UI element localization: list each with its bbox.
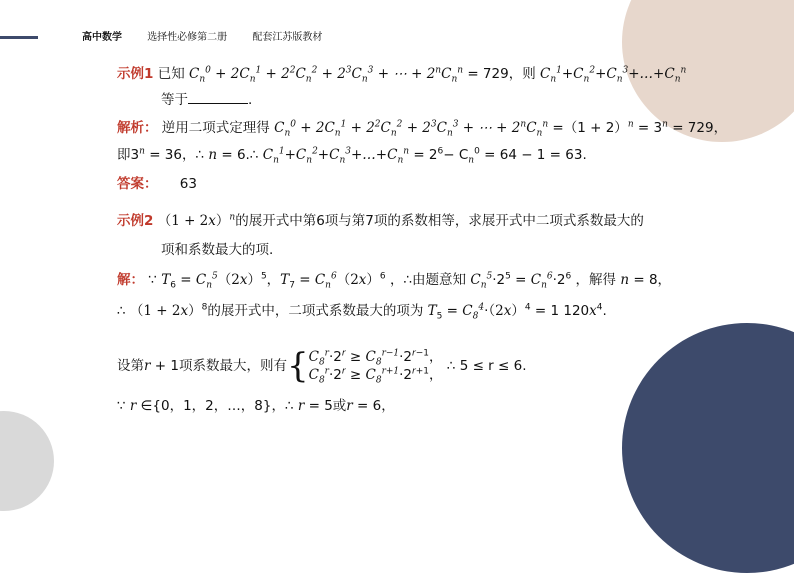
- example2-line2: 项和系数最大的项.: [161, 242, 274, 258]
- example1-tag: 示例1: [117, 66, 154, 82]
- example1-line1: 示例1 已知 $C_n^0 + 2C_n^1 + 2^2C_n^2 + 2^3C_n^3$ + ⋯ + $2^nC_n^n = 729$，则 $C_n^1+C_n^2+C_n^3+\dots+C_n^n$: [117, 65, 687, 85]
- header-book: 选择性必修第二册: [147, 32, 228, 43]
- solution2-tag: 解：: [117, 272, 144, 288]
- answer1-line: [117, 174, 197, 194]
- solution2-line2: ∴ $(1 + 2x)^8$的展开式中，二项式系数最大的项为 $T_5 = C_8^4\cdot(2x)^4 = 1$ $120x^4$.: [117, 302, 607, 322]
- decorative-circle-bottom-right: [622, 323, 794, 573]
- solution1-line2: 即3$^n$ = 36，∴ n = 6.∴ $C_n^1+C_n^2+C_n^3+\dots+C_n^n = 2^6- C_n^0 = 64 - 1 = 63$.: [117, 146, 587, 166]
- example2-line1: 示例2 $(1 + 2x)^n$的展开式中第6项与第7项的系数相等，求展开式中二项式系数最大的: [117, 212, 644, 229]
- header-subject: 高中数学: [82, 32, 122, 43]
- header-accent-line: [0, 36, 38, 39]
- answer-blank: [188, 91, 248, 104]
- answer1-tag: 答案：: [117, 176, 158, 192]
- header-edition: 配套江苏版教材: [252, 32, 323, 43]
- answer1-value: 63: [179, 176, 197, 192]
- decorative-circle-bottom-left: [0, 411, 54, 511]
- example2-tag: 示例2: [117, 213, 154, 229]
- solution2-line4: ∵ r ∈{0，1，2，…，8}，∴ r = 5或r = 6，: [117, 398, 395, 414]
- inequality-system: $C_8^r\cdot 2^r \ge C_8^{r-1}\cdot 2^{r-1}$， $C_8^r\cdot 2^r \ge C_8^{r+1}\cdot 2^{r+1}$，: [308, 348, 443, 386]
- example1-line2: 等于 .: [161, 92, 253, 108]
- solution1-tag: 解析：: [117, 120, 158, 136]
- page-header: [82, 28, 322, 43]
- solution2-line1: 解： ∵ $T_6 = C_n^5(2x)^5$，$T_7 = C_n^6(2x)^6$ ，∴由题意知 $C_n^5\cdot 2^5 = C_n^6\cdot 2^6$ ，解得 n = 8，: [117, 271, 672, 291]
- example1-equation: $C_n^0 + 2C_n^1 + 2^2C_n^2 + 2^3C_n^3$ + ⋯ + $2^nC_n^n$: [189, 65, 464, 85]
- solution2-line3: 设第r + 1项系数最大，则有{$C_8^r\cdot 2^r \ge C_8^{r-1}\cdot 2^{r-1}$， $C_8^r\cdot 2^r \ge C_8^{r+1}\cdot 2^{r+1}$， ∴ 5 ≤ r ≤ 6.: [117, 346, 527, 386]
- solution1-line1: 解析： 逆用二项式定理得 $C_n^0 + 2C_n^1 + 2^2C_n^2 + 2^3C_n^3$ + ⋯ + $2^nC_n^n =(1 + 2)^n = 3^n = 729$，: [117, 119, 728, 139]
